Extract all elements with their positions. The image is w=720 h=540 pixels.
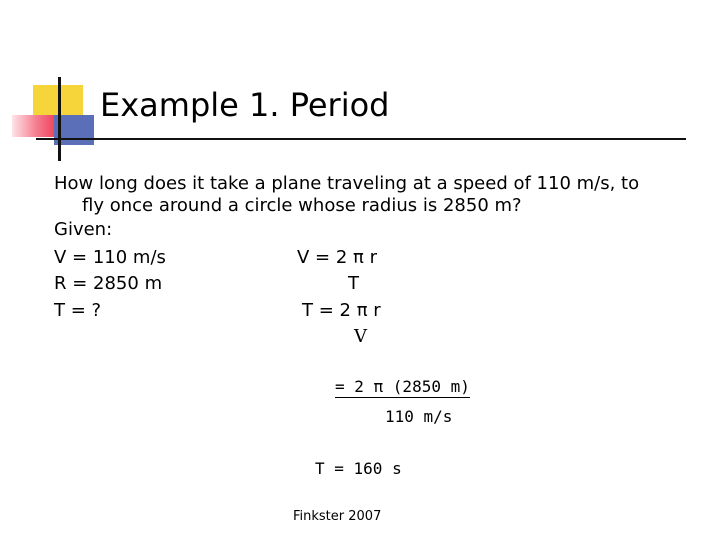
decor-vertical-line — [58, 77, 61, 161]
given-label: Given: — [54, 219, 113, 240]
question-line-1: How long does it take a plane traveling at a speed of 110 m/s, to — [54, 173, 640, 194]
question-line-2: fly once around a circle whose radius is 2850 m? — [82, 195, 522, 216]
result: T = 160 s — [315, 459, 402, 478]
calc-denominator: 110 m/s — [385, 407, 453, 426]
t-formula-denominator: V — [354, 326, 367, 347]
v-formula-denominator: T — [348, 273, 359, 294]
calc-numerator: = 2 π (2850 m) — [335, 377, 470, 396]
given-radius: R = 2850 m — [54, 273, 163, 294]
footer-credit: Finkster 2007 — [293, 509, 382, 524]
decor-red-bar — [12, 115, 58, 137]
slide-title: Example 1. Period — [100, 86, 390, 124]
title-underline — [36, 138, 686, 140]
given-velocity: V = 110 m/s — [54, 247, 166, 268]
given-period: T = ? — [54, 300, 102, 321]
t-formula-numerator: T = 2 π r — [302, 300, 381, 321]
v-formula-numerator: V = 2 π r — [297, 247, 377, 268]
